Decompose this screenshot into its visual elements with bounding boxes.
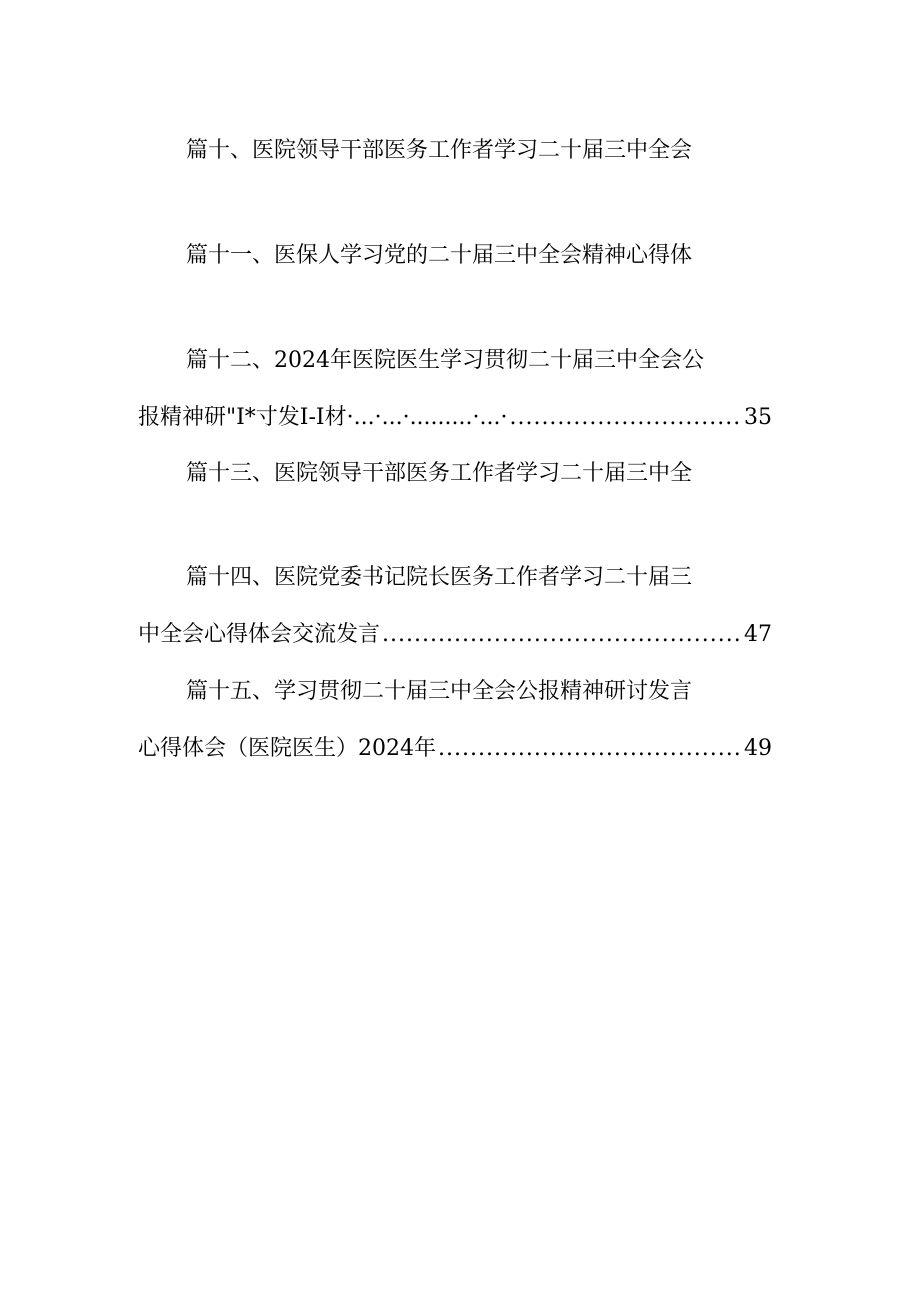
toc-dot-leader: [382, 620, 742, 650]
toc-item-15[interactable]: [138, 677, 772, 707]
toc-item-15-continuation[interactable]: [138, 734, 772, 764]
toc-page-number: 35: [744, 405, 772, 430]
toc-dot-leader: [438, 734, 742, 764]
toc-item-11[interactable]: [138, 241, 772, 271]
toc-item-title: 篇十三、医院领导干部医务工作者学习二十届三中全: [186, 461, 693, 486]
toc-item-title-cont: 心得体会（医院医生）2024年: [138, 736, 436, 761]
toc-item-title-cont: 报精神研"I*寸发I-I材·...·...·.........·...·: [138, 405, 508, 430]
toc-item-title: 篇十二、2024年医院医生学习贯彻二十届三中全会公: [186, 348, 704, 373]
toc-dot-leader: [509, 403, 742, 433]
toc-item-12[interactable]: [138, 346, 772, 376]
toc-item-14-continuation[interactable]: [138, 620, 772, 650]
toc-item-title: 篇十四、医院党委书记院长医务工作者学习二十届三: [186, 565, 693, 590]
toc-item-12-continuation[interactable]: [138, 403, 772, 433]
toc-item-title: 篇十、医院领导干部医务工作者学习二十届三中全会: [186, 138, 693, 163]
toc-item-13[interactable]: [138, 459, 772, 489]
toc-item-10[interactable]: [138, 136, 772, 166]
toc-item-title: 篇十五、学习贯彻二十届三中全会公报精神研讨发言: [186, 679, 693, 704]
toc-item-title: 篇十一、医保人学习党的二十届三中全会精神心得体: [186, 243, 693, 268]
toc-page-number: 47: [744, 622, 772, 647]
toc-item-14[interactable]: [138, 563, 772, 593]
toc-page-number: 49: [744, 736, 772, 761]
toc-item-title-cont: 中全会心得体会交流发言: [138, 622, 381, 647]
